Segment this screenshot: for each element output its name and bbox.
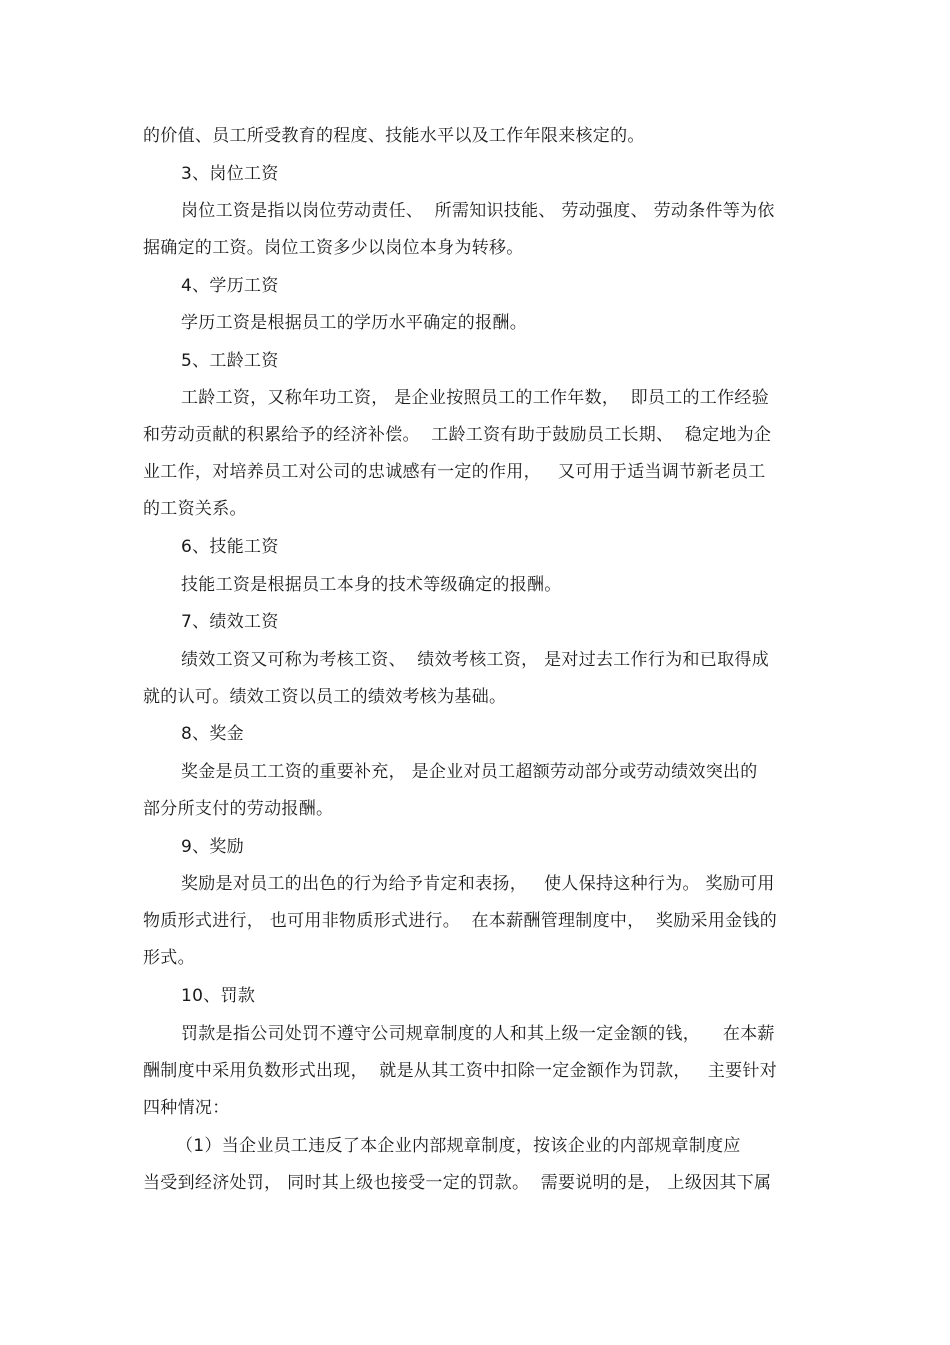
section-heading: 7、绩效工资 — [181, 612, 279, 632]
section-heading: 10、罚款 — [181, 986, 256, 1006]
body-line: 形式。 — [143, 948, 195, 968]
body-line: 当受到经济处罚， 同时其上级也接受一定的罚款。 需要说明的是， 上级因其下属 — [143, 1173, 772, 1193]
body-line: 物质形式进行， 也可用非物质形式进行。 在本薪酬管理制度中， 奖励采用金钱的 — [143, 911, 778, 931]
body-line: 工龄工资，又称年功工资， 是企业按照员工的工作年数， 即员工的工作经验 — [181, 388, 770, 408]
body-line: 四种情况： — [143, 1098, 230, 1118]
body-line: 据确定的工资。岗位工资多少以岗位本身为转移。 — [143, 238, 524, 258]
body-line: 就的认可。绩效工资以员工的绩效考核为基础。 — [143, 687, 507, 707]
body-line: 绩效工资又可称为考核工资、 绩效考核工资， 是对过去工作行为和已取得成 — [181, 650, 770, 670]
section-heading: 3、岗位工资 — [181, 164, 279, 184]
section-heading: 8、奖金 — [181, 724, 245, 744]
body-line: 学历工资是根据员工的学历水平确定的报酬。 — [181, 313, 527, 333]
section-heading: 9、奖励 — [181, 837, 245, 857]
body-line: 罚款是指公司处罚不遵守公司规章制度的人和其上级一定金额的钱， 在本薪 — [181, 1024, 775, 1044]
body-line: 和劳动贡献的积累给予的经济补偿。 工龄工资有助于鼓励员工长期、 稳定地为企 — [143, 425, 772, 445]
list-item-line: （1）当企业员工违反了本企业内部规章制度，按该企业的内部规章制度应 — [176, 1136, 741, 1156]
body-line: 酬制度中采用负数形式出现， 就是从其工资中扣除一定金额作为罚款， 主要针对 — [143, 1061, 778, 1081]
body-line: 奖励是对员工的出色的行为给予肯定和表扬， 使人保持这种行为。 奖励可用 — [181, 874, 775, 894]
body-line: 技能工资是根据员工本身的技术等级确定的报酬。 — [181, 575, 562, 595]
body-line: 奖金是员工工资的重要补充， 是企业对员工超额劳动部分或劳动绩效突出的 — [181, 762, 758, 782]
body-line: 的价值、员工所受教育的程度、技能水平以及工作年限来核定的。 — [143, 126, 645, 146]
body-line: 部分所支付的劳动报酬。 — [143, 799, 334, 819]
body-line: 的工资关系。 — [143, 499, 247, 519]
body-line: 岗位工资是指以岗位劳动责任、 所需知识技能、 劳动强度、 劳动条件等为依 — [181, 201, 775, 221]
section-heading: 4、学历工资 — [181, 276, 279, 296]
section-heading: 6、技能工资 — [181, 537, 279, 557]
section-heading: 5、工龄工资 — [181, 351, 279, 371]
body-line: 业工作，对培养员工对公司的忠诚感有一定的作用， 又可用于适当调节新老员工 — [143, 462, 766, 482]
